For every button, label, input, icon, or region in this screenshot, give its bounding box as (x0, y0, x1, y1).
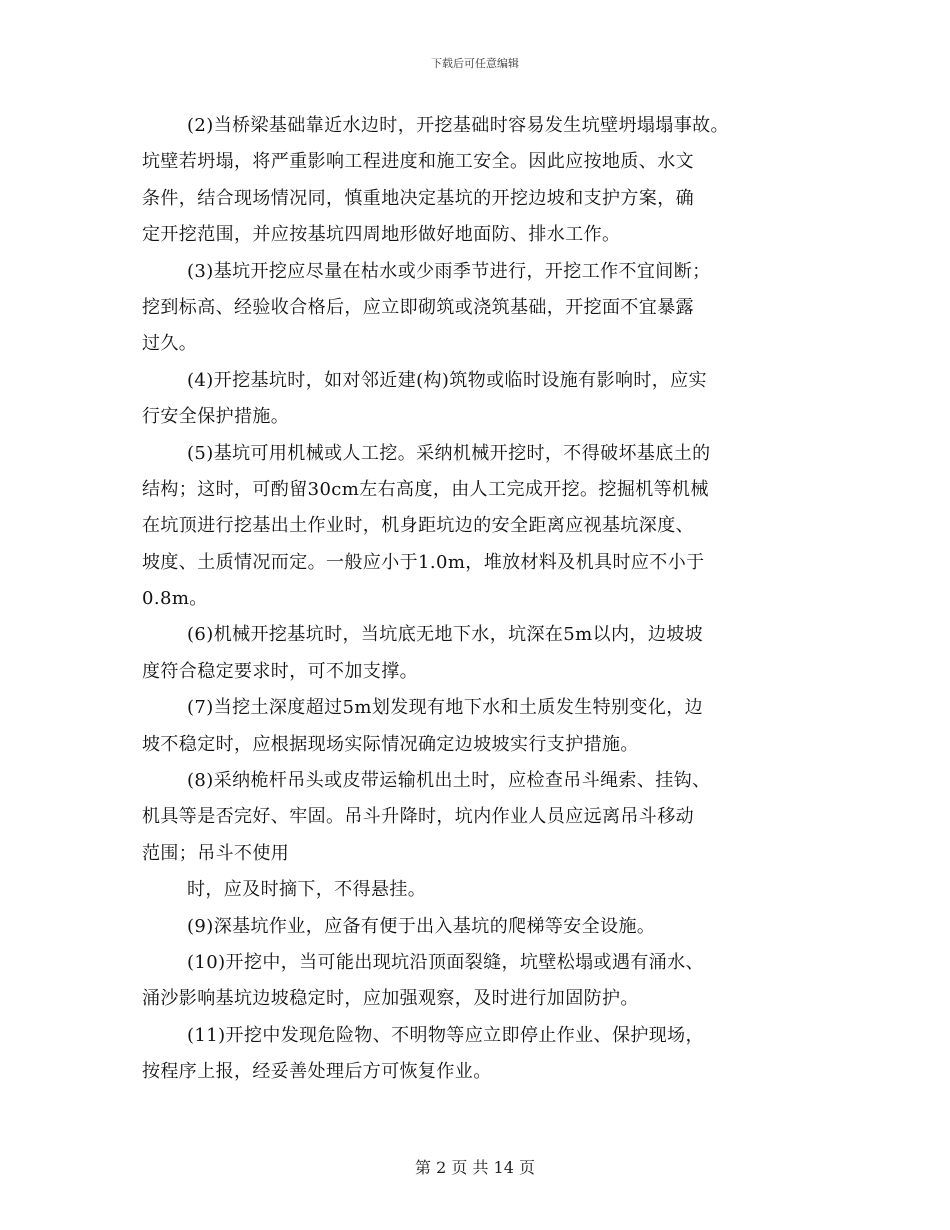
paragraph-9 (142, 913, 822, 949)
paragraph-line: (3)基坑开挖应尽量在枯水或少雨季节进行，开挖工作不宜间断； (187, 260, 711, 282)
paragraph-6 (142, 621, 822, 694)
paragraph-line: 定开挖范围，并应按基坑四周地形做好地面防、排水工作。 (142, 224, 621, 246)
paragraph-line: (5)基坑可用机械或人工挖。采纳机械开挖时，不得破坏基底土的 (187, 442, 711, 464)
paragraph-line: 坡度、土质情况而定。一般应小于1.0m，堆放材料及机具时应不小于 (142, 551, 705, 573)
paragraph-11 (142, 1022, 822, 1095)
paragraph-line: 挖到标高、经验收合格后，应立即砌筑或浇筑基础，开挖面不宜暴露 (142, 296, 694, 318)
paragraph-line: 时，应及时摘下，不得悬挂。 (187, 879, 427, 901)
paragraph-8-continued (142, 876, 822, 912)
paragraph-line: (2)当桥梁基础靠近水边时，开挖基础时容易发生坑壁坍塌塌事故。 (187, 115, 729, 136)
paragraph-line: 行安全保护措施。 (142, 406, 290, 428)
paragraph-7 (142, 694, 822, 767)
paragraph-line: 过久。 (142, 333, 198, 355)
paragraph-8 (142, 767, 822, 876)
paragraph-4 (142, 367, 822, 440)
document-body (142, 112, 822, 1095)
paragraph-line: 坡不稳定时，应根据现场实际情况确定边坡坡实行支护措施。 (142, 733, 639, 755)
paragraph-line: (11)开挖中发现危险物、不明物等应立即停止作业、保护现场， (187, 1024, 704, 1046)
paragraph-line: 0.8m。 (142, 588, 208, 610)
paragraph-line: 条件，结合现场情况同，慎重地决定基坑的开挖边坡和支护方案，确 (142, 187, 694, 209)
paragraph-5 (142, 440, 822, 622)
paragraph-line: (6)机械开挖基坑时，当坑底无地下水，坑深在5m以内，边坡坡 (187, 624, 704, 646)
paragraph-line: 范围；吊斗不使用 (142, 842, 290, 864)
paragraph-line: 在坑顶进行挖基出土作业时，机身距坑边的安全距离应视基坑深度、 (142, 515, 694, 537)
paragraph-line: (4)开挖基坑时，如对邻近建(构)筑物或临时设施有影响时，应实 (187, 369, 707, 391)
paragraph-line: (8)采纳桅杆吊头或皮带运输机出土时，应检查吊斗绳索、挂钩、 (187, 770, 711, 792)
paragraph-line: (9)深基坑作业，应备有便于出入基坑的爬梯等安全设施。 (187, 915, 656, 937)
paragraph-line: (7)当挖土深度超过5m划发现有地下水和土质发生特别变化，边 (187, 697, 704, 719)
page-header: 下载后可任意编辑 (431, 57, 519, 70)
paragraph-line: 坑壁若坍塌，将严重影响工程进度和施工安全。因此应按地质、水文 (142, 151, 694, 173)
page-number: 第 2 页 共 14 页 (415, 1158, 535, 1177)
paragraph-line: 按程序上报，经妥善处理后方可恢复作业。 (142, 1061, 492, 1083)
paragraph-10 (142, 949, 822, 1022)
paragraph-line: 涌沙影响基坑边坡稳定时，应加强观察，及时进行加固防护。 (142, 988, 639, 1010)
paragraph-line: (10)开挖中，当可能出现坑沿顶面裂缝，坑壁松塌或遇有涌水、 (187, 951, 704, 973)
paragraph-2 (142, 112, 822, 258)
paragraph-line: 机具等是否完好、牢固。吊斗升降时，坑内作业人员应远离吊斗移动 (142, 806, 694, 828)
paragraph-line: 度符合稳定要求时，可不加支撑。 (142, 660, 418, 682)
paragraph-3 (142, 258, 822, 367)
paragraph-line: 结构；这时，可酌留30cm左右高度，由人工完成开挖。挖掘机等机械 (142, 478, 709, 500)
